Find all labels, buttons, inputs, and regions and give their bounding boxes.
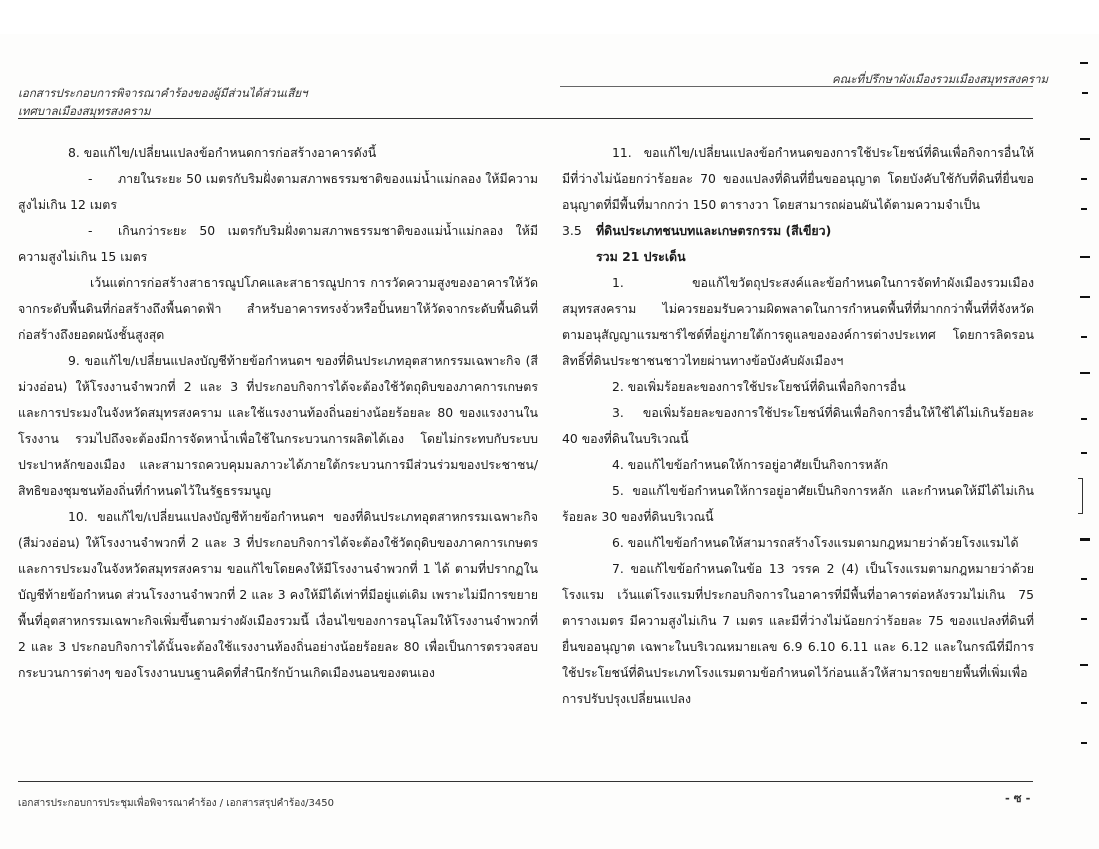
scan-mark bbox=[1081, 742, 1087, 744]
header-rule bbox=[18, 118, 1033, 119]
scan-mark bbox=[1082, 92, 1088, 94]
scan-mark bbox=[1081, 452, 1087, 454]
list-item: 1. ขอแก้ไขวัตถุประสงค์และข้อกำหนดในการจัดทำผังเมืองรวมเมืองสมุทรสงคราม ไม่ควรยอมรับความผิดพลาดในการกำหนดพื้นที่ที่มากกว่าพื้นที่ที่จังหวัดตามอนุสัญญาแรมซาร์ไซต์ที่อยู่ภายใต้การดูแลขององค์การต่างประเทศ โดยการลิดรอนสิทธิ์ที่ดินประชาชนชาวไทยผ่านทางข้อบังคับผังเมืองฯ bbox=[562, 275, 1034, 368]
bullet-item bbox=[18, 218, 538, 270]
exception-paragraph: เว้นแต่การก่อสร้างสาธารณูปโภคและสาธารณูปการ การวัดความสูงของอาคารให้วัดจากระดับพื้นดินที่ก่อสร้างถึงพื้นดาดฟ้า สำหรับอาคารทรงจั่วหรือปั้นหยาให้วัดจากระดับพื้นดินที่ก่อสร้างถึงยอดผนังชั้นสูงสุด bbox=[18, 275, 538, 342]
list-item: 7. ขอแก้ไขข้อกำหนดในข้อ 13 วรรค 2 (4) เป็นโรงแรมตามกฎหมายว่าด้วยโรงแรม เว้นแต่โรงแรมที่ประกอบกิจการในอาคารที่มีพื้นที่อาคารต่อหลังรวมไม่เกิน 75 ตารางเมตร มีความสูงไม่เกิน 7 เมตร และมีที่ว่างไม่น้อยกว่าร้อยละ 75 ของแปลงที่ดินที่ยื่นขออนุญาต เฉพาะในบริเวณหมายเลข 6.9 6.10 6.11 และ 6.12 และในกรณีที่มีการใช้ประโยชน์ที่ดินประเภทโรงแรมตามข้อกำหนดไว้ก่อนแล้วให้สามารถขยายพื้นที่เพิ่มเพื่อการปรับปรุงเปลี่ยนแปลง bbox=[562, 561, 1034, 706]
list-item: 4. ขอแก้ไขข้อกำหนดให้การอยู่อาศัยเป็นกิจการหลัก bbox=[612, 457, 889, 472]
bullet-dash: - bbox=[88, 171, 93, 186]
scan-mark bbox=[1081, 336, 1087, 338]
header-committee: คณะที่ปรึกษาผังเมืองรวมเมืองสมุทรสงคราม bbox=[832, 72, 1049, 86]
scan-mark bbox=[1080, 664, 1088, 666]
scan-mark bbox=[1081, 618, 1087, 620]
item-9: 9. ขอแก้ไข/เปลี่ยนแปลงบัญชีท้ายข้อกำหนดฯ ของที่ดินประเภทอุตสาหกรรมเฉพาะกิจ (สีม่วงอ่อน) ให้โรงงานจำพวกที่ 2 และ 3 ที่ประกอบกิจการได้จะต้องใช้วัตถุดิบของภาคการเกษตรและการประมงในจังหวัดสมุทรสงคราม และใช้แรงงานท้องถิ่นอย่างน้อยร้อยละ 80 ของแรงงานในโรงงาน รวมไปถึงจะต้องมีการจัดหาน้ำเพื่อใช้ในกระบวนการผลิตได้เอง โดยไม่กระทบกับระบบประปาหลักของเมือง และสามารถควบคุมมลภาวะได้ภายใต้กระบวนการมีส่วนร่วมของประชาชน/สิทธิของชุมชนท้องถิ่นที่กำหนดไว้ในรัฐธรรมนูญ bbox=[18, 353, 538, 498]
page-number: - ซ - bbox=[1005, 791, 1031, 805]
item-8: 8. ขอแก้ไข/เปลี่ยนแปลงข้อกำหนดการก่อสร้างอาคารดังนี้ bbox=[68, 145, 377, 160]
item-10: 10. ขอแก้ไข/เปลี่ยนแปลงบัญชีท้ายข้อกำหนดฯ ของที่ดินประเภทอุตสาหกรรมเฉพาะกิจ (สีม่วงอ่อน) ให้โรงงานจำพวกที่ 2 และ 3 ที่ประกอบกิจการได้จะต้องใช้วัตถุดิบของภาคการเกษตรและการประมงในจังหวัดสมุทรสงคราม ขอแก้ไขโดยคงให้มีโรงงานจำพวกที่ 1 ได้ ตามที่ปรากฏในบัญชีท้ายข้อกำหนด ส่วนโรงงานจำพวกที่ 2 และ 3 คงให้มีได้เท่าที่มีอยู่แต่เดิม เพราะไม่มีการขยายพื้นที่อุตสาหกรรมเฉพาะกิจเพิ่มขึ้นตามร่างผังเมืองรวมนี้ เงื่อนไขของการอนุโลมให้โรงงานจำพวกที่ 2 และ 3 ประกอบกิจการได้นั้นจะต้องใช้แรงงานท้องถิ่นอย่างน้อยร้อยละ 80 เพื่อเป็นการตรวจสอบกระบวนการต่างๆ ของโรงงานบนฐานคิดที่สำนึกรักบ้านเกิดเมืองนอนของตนเอง bbox=[18, 509, 538, 680]
list-item: 5. ขอแก้ไขข้อกำหนดให้การอยู่อาศัยเป็นกิจการหลัก และกำหนดให้มีได้ไม่เกินร้อยละ 30 ของที่ดินบริเวณนี้ bbox=[562, 483, 1034, 524]
list-item: 6. ขอแก้ไขข้อกำหนดให้สามารถสร้างโรงแรมตามกฎหมายว่าด้วยโรงแรมได้ bbox=[612, 535, 1019, 550]
scan-bracket bbox=[1078, 478, 1083, 514]
bullet-text: เกินกว่าระยะ 50 เมตรกับริมฝั่งตามสภาพธรรมชาติของแม่น้ำแม่กลอง ให้มีความสูงไม่เกิน 15 เมตร bbox=[18, 223, 538, 264]
scan-mark bbox=[1081, 178, 1087, 180]
scan-top-margin bbox=[0, 0, 1099, 34]
section-title: ที่ดินประเภทชนบทและเกษตรกรรม (สีเขียว) bbox=[596, 223, 832, 238]
scan-mark bbox=[1081, 702, 1087, 704]
left-column bbox=[18, 140, 538, 686]
scan-mark bbox=[1081, 578, 1087, 580]
footer-document-info: เอกสารประกอบการประชุมเพื่อพิจารณาคำร้อง / เอกสารสรุปคำร้อง/3450 bbox=[18, 798, 334, 809]
scan-mark bbox=[1080, 138, 1090, 140]
bullet-text: ภายในระยะ 50 เมตรกับริมฝั่งตามสภาพธรรมชาติของแม่น้ำแม่กลอง ให้มีความสูงไม่เกิน 12 เมตร bbox=[18, 171, 538, 212]
header-document-title: เอกสารประกอบการพิจารณาคำร้องของผู้มีส่วนได้ส่วนเสียฯ bbox=[18, 86, 308, 100]
scan-mark bbox=[1080, 62, 1088, 64]
right-column bbox=[562, 140, 1034, 712]
scan-mark bbox=[1080, 296, 1090, 298]
footer-rule bbox=[18, 781, 1033, 782]
bullet-dash: - bbox=[88, 223, 93, 238]
section-number: 3.5 bbox=[562, 223, 582, 238]
scan-mark bbox=[1080, 256, 1090, 258]
header-municipality: เทศบาลเมืองสมุทรสงคราม bbox=[18, 104, 151, 118]
item-11: 11. ขอแก้ไข/เปลี่ยนแปลงข้อกำหนดของการใช้ประโยชน์ที่ดินเพื่อกิจการอื่นให้มีที่ว่างไม่น้อยกว่าร้อยละ 70 ของแปลงที่ดินที่ยื่นขออนุญาต โดยบังคับใช้กับที่ดินที่ยื่นขออนุญาตที่มีพื้นที่มากกว่า 150 ตารางวา โดยสามารถผ่อนผันได้ตามความจำเป็น bbox=[562, 145, 1034, 212]
scan-mark bbox=[1081, 418, 1087, 420]
bullet-item bbox=[18, 166, 538, 218]
section-count: รวม 21 ประเด็น bbox=[596, 249, 686, 264]
list-item: 3. ขอเพิ่มร้อยละของการใช้ประโยชน์ที่ดินเพื่อกิจการอื่นให้ใช้ได้ไม่เกินร้อยละ 40 ของที่ดินในบริเวณนี้ bbox=[562, 405, 1034, 446]
section-heading bbox=[562, 218, 1034, 244]
scan-mark bbox=[1080, 538, 1090, 541]
scan-mark bbox=[1080, 372, 1090, 374]
scan-mark bbox=[1081, 208, 1087, 210]
list-item: 2. ขอเพิ่มร้อยละของการใช้ประโยชน์ที่ดินเพื่อกิจการอื่น bbox=[612, 379, 906, 394]
